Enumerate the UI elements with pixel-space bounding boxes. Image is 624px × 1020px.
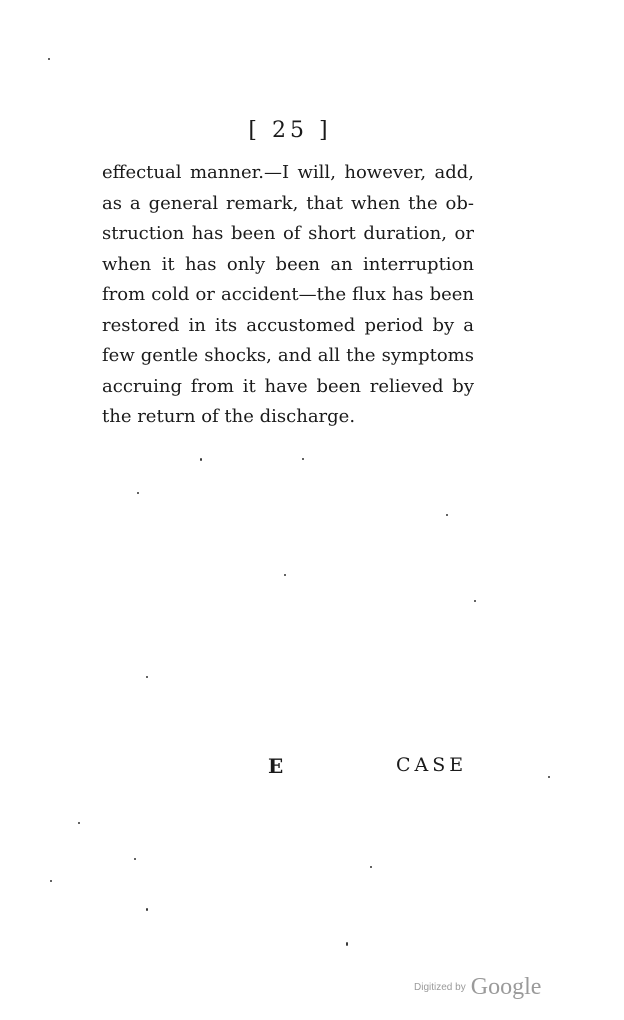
text-line-8: accruing from it have been relieved by	[102, 375, 474, 397]
scan-speck	[200, 458, 202, 461]
text-line-7: few gentle shocks, and all the symptoms	[102, 345, 474, 366]
watermark-prefix: Digitized by	[414, 982, 466, 993]
scan-speck	[48, 58, 50, 60]
text-line-6: restored in its accustomed period by a	[102, 314, 474, 336]
scan-speck	[137, 492, 139, 494]
text-line-4: when it has only been an interruption	[102, 253, 474, 275]
scan-speck	[146, 908, 148, 911]
scan-speck	[346, 942, 348, 946]
scan-speck	[548, 776, 550, 778]
scan-speck	[78, 822, 80, 824]
scan-speck	[50, 880, 52, 882]
text-line-1: effectual manner.—I will, however, add,	[102, 162, 474, 183]
page-number: [ 25 ]	[248, 118, 332, 143]
catchword: CASE	[396, 754, 468, 776]
scan-speck	[284, 574, 286, 576]
watermark-brand: Google	[470, 974, 542, 1000]
text-line-3: struction has been of short duration, or	[102, 223, 474, 244]
scan-speck	[302, 458, 304, 460]
scan-speck	[146, 676, 148, 678]
scan-speck	[134, 858, 136, 860]
digitized-watermark	[414, 974, 541, 1001]
scan-speck	[446, 514, 448, 516]
signature-mark: E	[268, 754, 284, 778]
text-line-2: as a general remark, that when the ob-	[102, 192, 474, 214]
text-line-5: from cold or accident—the flux has been	[102, 284, 474, 305]
body-text	[102, 158, 474, 433]
scan-speck	[474, 600, 476, 602]
scan-speck	[370, 866, 372, 868]
text-line-9: the return of the discharge.	[102, 406, 356, 427]
